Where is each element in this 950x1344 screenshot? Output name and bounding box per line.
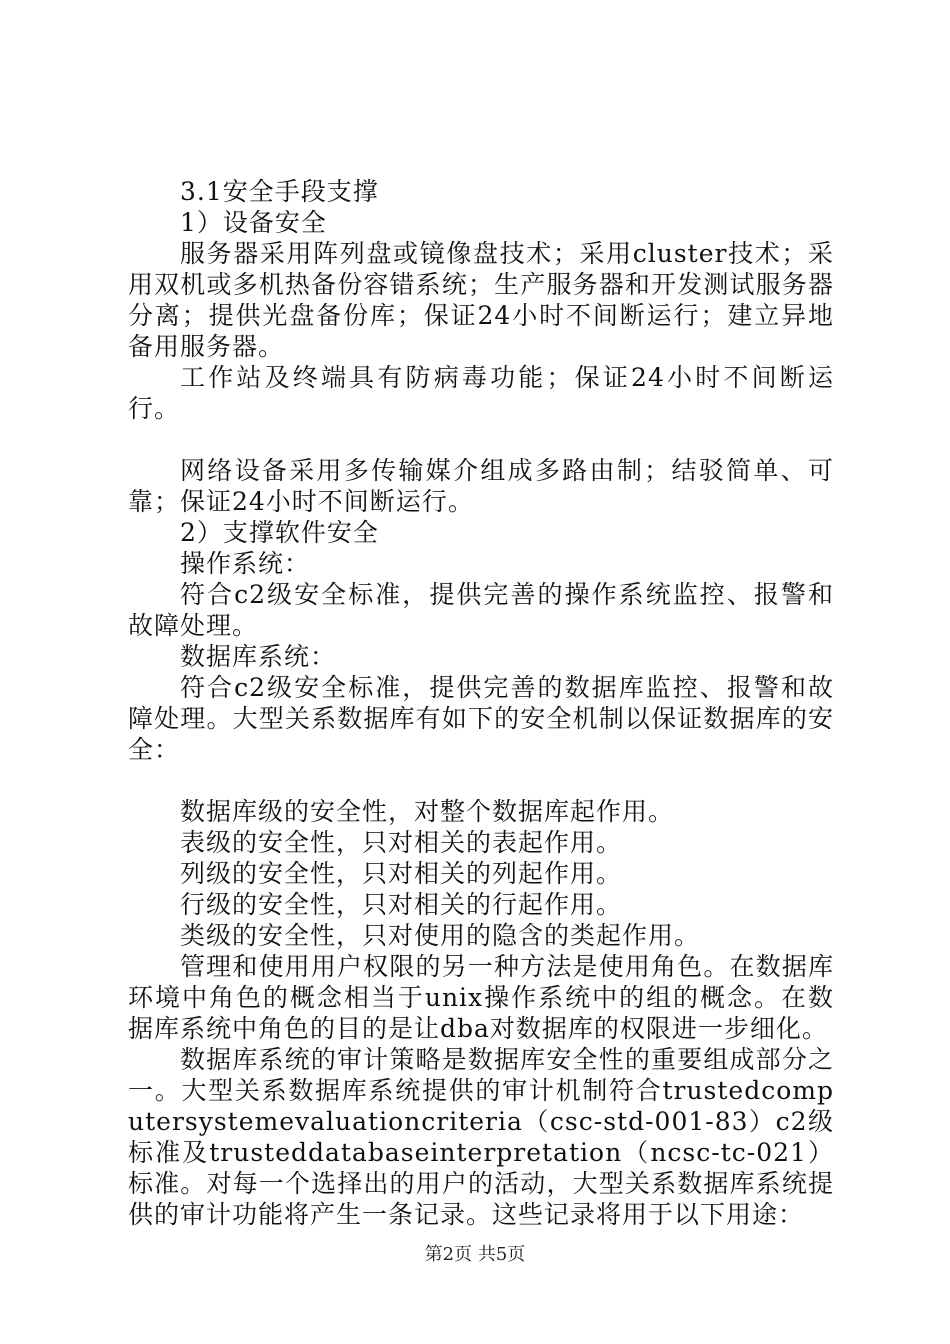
subsection-heading-device-security: 1）设备安全: [180, 208, 327, 237]
document-body: [128, 176, 834, 1230]
page-footer: 第2页 共5页: [424, 1244, 526, 1265]
paragraph-gap: [128, 424, 834, 455]
list-item-table-level: 表级的安全性，只对相关的表起作用。: [180, 828, 623, 857]
paragraph-os-standard: 符合c2级安全标准，提供完善的操作系统监控、报警和故障处理。: [128, 580, 834, 640]
list-item-database-level: 数据库级的安全性，对整个数据库起作用。: [180, 797, 675, 826]
paragraph-gap: [128, 765, 834, 796]
paragraph-network-security: 网络设备采用多传输媒介组成多路由制；结驳简单、可靠；保证24小时不间断运行。: [128, 456, 834, 516]
subsection-heading-software-security: 2）支撑软件安全: [180, 518, 379, 547]
paragraph-server-security: 服务器采用阵列盘或镜像盘技术；采用cluster技术；采用双机或多机热备份容错系统；生产服务器和开发测试服务器分离；提供光盘备份库；保证24小时不间断运行；建立异地备用服务器。: [128, 239, 834, 361]
label-operating-system: 操作系统：: [180, 549, 311, 578]
label-database-system: 数据库系统：: [180, 642, 337, 671]
list-item-class-level: 类级的安全性，只对使用的隐含的类起作用。: [180, 921, 701, 950]
paragraph-db-standard: 符合c2级安全标准，提供完善的数据库监控、报警和故障处理。大型关系数据库有如下的安全机制以保证数据库的安全：: [128, 673, 834, 764]
list-item-column-level: 列级的安全性，只对相关的列起作用。: [180, 859, 623, 888]
section-heading: 3.1安全手段支撑: [180, 177, 379, 206]
list-item-row-level: 行级的安全性，只对相关的行起作用。: [180, 890, 623, 919]
paragraph-roles: 管理和使用用户权限的另一种方法是使用角色。在数据库环境中角色的概念相当于unix操作系统中的组的概念。在数据库系统中角色的目的是让dba对数据库的权限进一步细化。: [128, 952, 834, 1043]
paragraph-audit-policy: 数据库系统的审计策略是数据库安全性的重要组成部分之一。大型关系数据库系统提供的审计机制符合trustedcomputersystemevaluationcriteria（csc-std-001-83）c2级标准及trusteddatabaseinterpretation（ncsc-tc-021）标准。对每一个选择出的用户的活动，大型关系数据库系统提供的审计功能将产生一条记录。这些记录将用于以下用途：: [128, 1045, 834, 1229]
paragraph-workstation-security: 工作站及终端具有防病毒功能；保证24小时不间断运行。: [128, 363, 834, 423]
